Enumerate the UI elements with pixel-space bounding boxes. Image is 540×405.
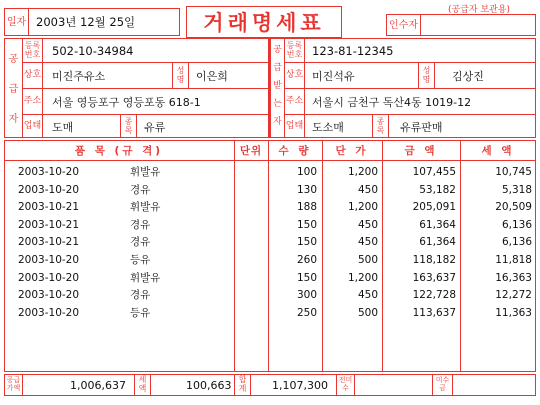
date-label: 일자 <box>6 16 27 28</box>
supplier-rep-label: 성명 <box>176 65 185 84</box>
table-row <box>0 164 540 180</box>
cell-item: 경유 <box>130 236 151 249</box>
buyer-name: 미진석유 <box>312 69 355 83</box>
cell-qty: 150 <box>296 271 317 284</box>
divider <box>388 114 389 138</box>
supplier-reg-label: 등록번호 <box>24 40 41 59</box>
supplier-addr-label: 주소 <box>23 95 42 106</box>
cell-amount: 61,364 <box>419 236 456 249</box>
cell-qty: 150 <box>296 218 317 231</box>
table-row <box>0 182 540 198</box>
table-row <box>0 287 540 303</box>
cell-tax: 20,509 <box>495 201 532 214</box>
cell-amount: 205,091 <box>412 201 456 214</box>
grand-total-value: 1,107,300 <box>272 378 328 392</box>
cell-amount: 118,182 <box>412 254 456 266</box>
cell-amount: 53,182 <box>419 183 456 196</box>
grand-total-label: 합계 <box>238 375 247 393</box>
divider <box>304 38 305 138</box>
cell-item: 경유 <box>130 218 151 231</box>
cell-tax: 16,363 <box>495 271 532 284</box>
table-row <box>0 217 540 233</box>
table-row <box>0 305 540 321</box>
page-title: 거래명세표 <box>203 11 325 35</box>
supplier-item-label: 종목 <box>124 116 133 135</box>
cell-price: 450 <box>357 236 378 249</box>
cell-price: 450 <box>357 183 378 196</box>
buyer-side-label-2: 급 <box>273 63 282 74</box>
cell-tax: 11,363 <box>495 306 532 319</box>
cell-tax: 12,272 <box>495 289 532 302</box>
divider <box>136 114 137 138</box>
cell-qty: 100 <box>296 166 317 178</box>
cell-item: 휘발유 <box>130 201 161 214</box>
cell-item: 등유 <box>130 306 151 319</box>
cell-item: 경유 <box>130 183 151 196</box>
supplier-reg-no: 502-10-34984 <box>52 43 134 58</box>
cell-amount: 113,637 <box>412 306 456 319</box>
cell-price: 500 <box>357 254 378 266</box>
buyer-reg-label: 등록번호 <box>286 40 303 59</box>
cell-date: 2003-10-21 <box>18 218 80 231</box>
date-value: 2003년 12월 25일 <box>36 15 136 29</box>
divider <box>28 8 29 36</box>
tax-total-value: 100,663 <box>186 378 232 392</box>
divider <box>452 374 453 396</box>
col-header-unit: 단위 <box>239 145 263 157</box>
cell-tax: 6,136 <box>501 218 532 231</box>
col-header-amount: 금 액 <box>404 145 438 157</box>
col-header-tax: 세 액 <box>481 145 515 157</box>
cell-tax: 6,136 <box>501 236 532 249</box>
cell-item: 휘발유 <box>130 166 161 178</box>
buyer-item: 유류판매 <box>400 120 443 134</box>
buyer-item-label: 종목 <box>376 116 385 135</box>
buyer-side-label-4: 는 <box>273 99 282 110</box>
cell-item: 등유 <box>130 254 151 266</box>
buyer-rep: 김상진 <box>452 69 484 83</box>
col-header-price: 단 가 <box>335 145 369 157</box>
cell-qty: 130 <box>296 183 317 196</box>
buyer-type-label: 업태 <box>285 120 304 131</box>
divider <box>250 374 251 396</box>
prev-balance-label: 전미수 <box>338 376 353 392</box>
supplier-name: 미진주유소 <box>52 69 106 83</box>
divider <box>22 374 23 396</box>
buyer-name-label: 상호 <box>285 69 304 80</box>
cell-date: 2003-10-20 <box>18 166 80 178</box>
cell-date: 2003-10-20 <box>18 183 80 196</box>
cell-qty: 300 <box>296 289 317 302</box>
table-row <box>0 234 540 250</box>
cell-date: 2003-10-21 <box>18 236 80 249</box>
cell-item: 휘발유 <box>130 271 161 284</box>
buyer-rep-label: 성명 <box>422 65 431 84</box>
cell-price: 1,200 <box>347 201 378 214</box>
buyer-reg-no: 123-81-12345 <box>312 43 394 58</box>
unpaid-label: 미수금 <box>435 376 450 392</box>
cell-qty: 188 <box>296 201 317 214</box>
buyer-type: 도소매 <box>312 120 344 134</box>
buyer-addr: 서울시 금천구 독산4동 1019-12 <box>312 95 472 109</box>
divider <box>188 62 189 88</box>
supplier-rep: 이은희 <box>196 69 228 83</box>
cell-date: 2003-10-20 <box>18 306 80 319</box>
cell-price: 500 <box>357 306 378 319</box>
supplier-side-label-2: 급 <box>8 83 19 95</box>
copy-note: (공급자 보관용) <box>448 5 511 15</box>
cell-amount: 61,364 <box>419 218 456 231</box>
supplier-item: 유류 <box>144 120 166 134</box>
receiver-label: 인수자 <box>389 19 418 31</box>
supplier-side-label-1: 공 <box>8 53 19 65</box>
tax-total-label: 세액 <box>138 375 147 393</box>
divider <box>420 14 421 36</box>
col-header-qty: 수 량 <box>278 145 312 157</box>
buyer-side-label-5: 자 <box>273 117 282 128</box>
cell-amount: 122,728 <box>412 289 456 302</box>
supply-amount-label: 공급가액 <box>6 376 21 392</box>
cell-price: 1,200 <box>347 271 378 284</box>
cell-date: 2003-10-20 <box>18 254 80 266</box>
cell-price: 1,200 <box>347 166 378 178</box>
table-row <box>0 270 540 286</box>
divider <box>150 374 151 396</box>
cell-tax: 11,818 <box>495 254 532 266</box>
cell-amount: 107,455 <box>412 166 456 178</box>
cell-amount: 163,637 <box>412 271 456 284</box>
cell-price: 450 <box>357 289 378 302</box>
supplier-addr: 서울 영등포구 영등포동 618-1 <box>52 95 201 109</box>
cell-date: 2003-10-20 <box>18 289 80 302</box>
cell-date: 2003-10-21 <box>18 201 80 214</box>
cell-tax: 10,745 <box>495 166 532 178</box>
col-header-item: 품 목 (규 격) <box>74 145 164 157</box>
cell-price: 450 <box>357 218 378 231</box>
buyer-side-label-1: 공 <box>273 45 282 56</box>
cell-qty: 150 <box>296 236 317 249</box>
supplier-type: 도매 <box>52 120 74 134</box>
supplier-name-label: 상호 <box>23 69 42 80</box>
supplier-type-label: 업태 <box>23 120 42 131</box>
divider <box>354 374 355 396</box>
cell-qty: 250 <box>296 306 317 319</box>
table-row <box>0 252 540 268</box>
supply-amount-value: 1,006,637 <box>70 378 126 392</box>
cell-item: 경유 <box>130 289 151 302</box>
divider <box>42 38 43 138</box>
buyer-addr-label: 주소 <box>285 95 304 106</box>
cell-qty: 260 <box>296 254 317 266</box>
cell-tax: 5,318 <box>501 183 532 196</box>
cell-date: 2003-10-20 <box>18 271 80 284</box>
buyer-side-label-3: 받 <box>273 81 282 92</box>
divider <box>434 62 435 88</box>
supplier-side-label-3: 자 <box>8 113 19 125</box>
divider <box>4 160 536 161</box>
table-row <box>0 199 540 215</box>
